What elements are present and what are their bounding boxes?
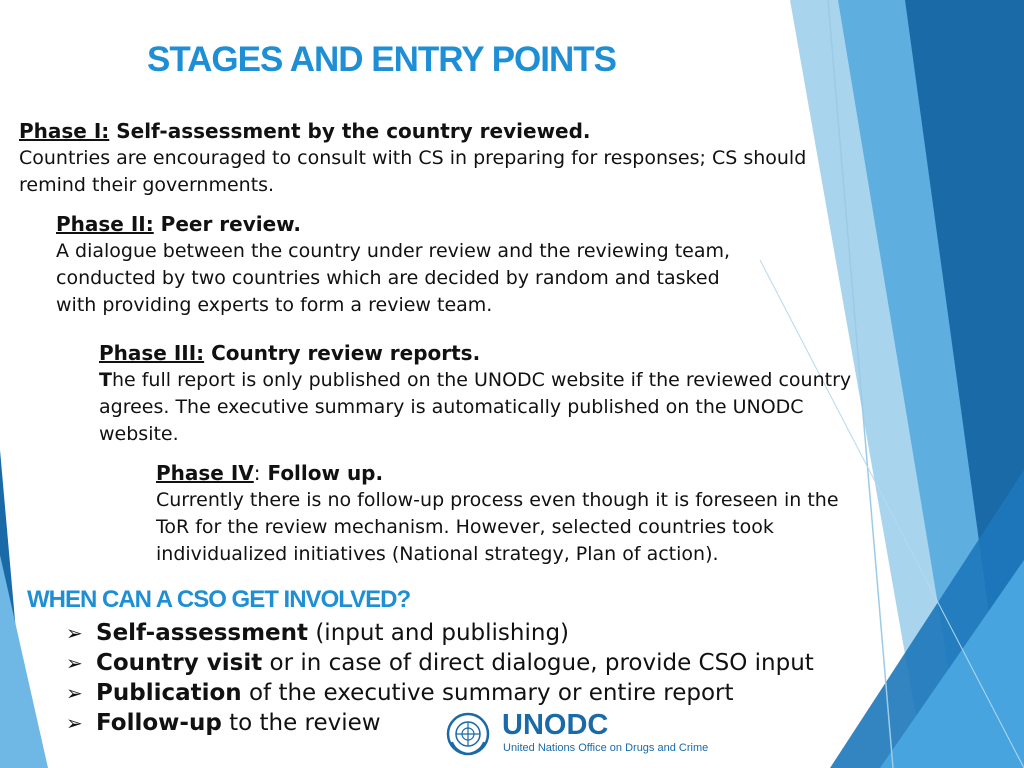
phase-title: Country review reports. <box>204 341 481 365</box>
phase-title: Follow up. <box>260 461 384 485</box>
phase-2-block <box>56 211 756 319</box>
phase-name-separator: : <box>253 461 261 485</box>
arrow-bullet-icon: ➢ <box>66 681 83 705</box>
list-item <box>66 678 814 708</box>
un-emblem-icon <box>446 712 490 756</box>
phase-heading <box>19 118 839 145</box>
phase-heading <box>156 460 866 487</box>
arrow-bullet-icon: ➢ <box>66 651 83 675</box>
phase-description-text: he full report is only published on the UNODC website if the reviewed country agrees. The executive summary is automatically published on the UNODC website. <box>99 369 852 445</box>
phase-name: Phase III: <box>99 341 205 365</box>
phase-title: Self-assessment by the country reviewed. <box>109 119 591 143</box>
list-item-text: to the review <box>221 710 381 736</box>
list-item-bold: Publication <box>96 680 242 706</box>
list-item-text: (input and publishing) <box>308 620 570 646</box>
phase-description <box>19 145 839 199</box>
phase-description-text: A dialogue between the country under review and the reviewing team, conducted by two countries which are decided by random and tasked with providing experts to form a review team. <box>56 240 731 316</box>
list-item <box>66 648 814 678</box>
list-item-bold: Country visit <box>96 650 263 676</box>
logo-subtitle: United Nations Office on Drugs and Crime <box>503 742 709 754</box>
phase-4-block <box>156 460 866 568</box>
phase-heading <box>99 340 859 367</box>
phase-description-text: Countries are encouraged to consult with CS in preparing for responses; CS should remind their governments. <box>19 147 807 196</box>
involvement-heading: WHEN CAN A CSO GET INVOLVED? <box>27 586 411 613</box>
logo-wordmark: UNODC <box>502 709 609 741</box>
phase-description <box>99 367 859 448</box>
list-item-bold: Self-assessment <box>96 620 309 646</box>
arrow-bullet-icon: ➢ <box>66 711 83 735</box>
phase-name: Phase I: <box>19 119 110 143</box>
phase-description <box>156 487 866 568</box>
phase-3-block <box>99 340 859 448</box>
phase-heading <box>56 211 756 238</box>
arrow-bullet-icon: ➢ <box>66 621 83 645</box>
list-item <box>66 618 814 648</box>
list-item-bold: Follow-up <box>96 710 222 736</box>
phase-description-text: Currently there is no follow-up process even though it is foreseen in the ToR for the review mechanism. However, selected countries took individualized initiatives (National strategy, Plan of action). <box>156 489 839 565</box>
slide-title: STAGES AND ENTRY POINTS <box>147 40 616 79</box>
phase-1-block <box>19 118 839 199</box>
list-item-text: or in case of direct dialogue, provide CSO input <box>262 650 814 676</box>
phase-description-lead: T <box>99 369 112 391</box>
phase-description <box>56 238 756 319</box>
phase-name: Phase IV <box>156 461 254 485</box>
phase-name: Phase II: <box>56 212 154 236</box>
phase-title: Peer review. <box>153 212 301 236</box>
list-item-text: of the executive summary or entire report <box>241 680 734 706</box>
unodc-logo <box>446 709 716 760</box>
